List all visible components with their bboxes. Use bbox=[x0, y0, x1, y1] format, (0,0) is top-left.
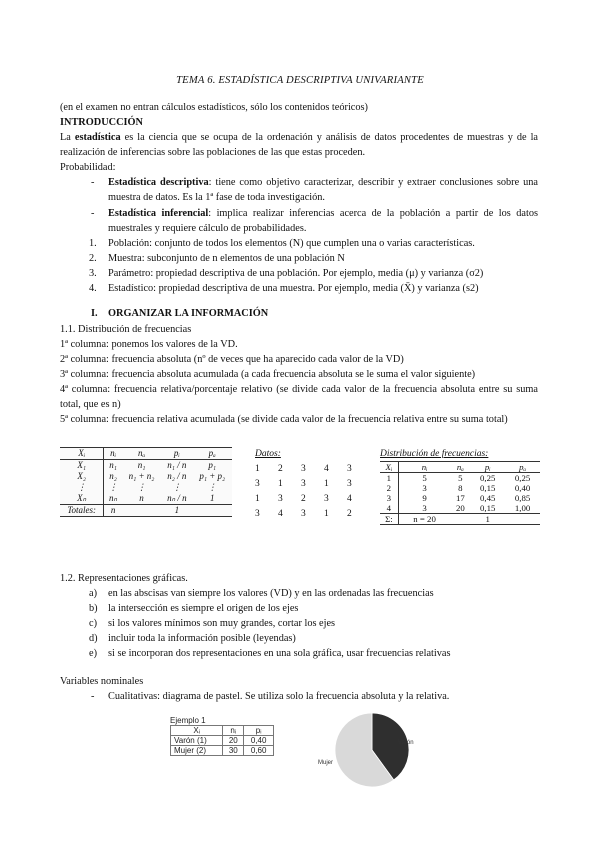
table-row bbox=[60, 471, 232, 482]
table-header-cell: nᵢ bbox=[398, 462, 450, 473]
intro-heading: INTRODUCCIÓN bbox=[60, 117, 143, 128]
table-cell: 3 bbox=[301, 479, 306, 489]
table-cell: 1 bbox=[278, 479, 283, 489]
table-header-cell: Xᵢ bbox=[60, 448, 104, 460]
table-header-cell: Xᵢ bbox=[380, 462, 398, 473]
table-cell: 20 bbox=[223, 736, 244, 746]
table-header-cell: nᵢ bbox=[104, 448, 122, 460]
general-frequency-table bbox=[60, 447, 232, 517]
example-table-block bbox=[170, 716, 274, 756]
table-cell: nₙ / n bbox=[167, 493, 187, 503]
table-cell: 3 bbox=[278, 494, 283, 504]
raw-data-table bbox=[255, 462, 370, 522]
table-cell bbox=[450, 514, 470, 525]
table-cell: 30 bbox=[223, 746, 244, 756]
dash-marker: - bbox=[91, 177, 95, 188]
table-header-cell: nₐ bbox=[122, 448, 161, 460]
table-cell: 9 bbox=[422, 493, 427, 503]
table-row bbox=[171, 736, 274, 746]
inferencial-item: Estadística inferencial: implica realizar inferencias acerca de la población a partir de los datos muestrales y requiere cálculo de probabilidades. bbox=[108, 208, 538, 235]
table-cell: n bbox=[139, 493, 144, 503]
table-row bbox=[380, 483, 540, 493]
parametro-item: Parámetro: propiedad descriptiva de una población. Por ejemplo, media (μ) y varianza (σ2) bbox=[108, 268, 484, 279]
table-row bbox=[255, 477, 370, 492]
dash-marker: - bbox=[91, 208, 95, 219]
dash-marker: - bbox=[91, 691, 95, 702]
table-cell: p₁ + p₂ bbox=[199, 471, 226, 481]
table-cell: X₁ bbox=[60, 460, 104, 472]
table-cell: 3 bbox=[255, 479, 260, 489]
subsection-frecuencias: 1.1. Distribución de frecuencias bbox=[60, 324, 192, 335]
table-cell: 3 bbox=[301, 464, 306, 474]
table-cell: 0,25 bbox=[514, 473, 531, 483]
list-number: 4. bbox=[89, 283, 97, 294]
muestra-item: Muestra: subconjunto de n elementos de una población N bbox=[108, 253, 345, 264]
table-cell: 0,15 bbox=[480, 483, 496, 493]
table-total-row bbox=[380, 514, 540, 525]
section-heading: ORGANIZAR LA INFORMACIÓN bbox=[108, 308, 269, 319]
distribucion-label: Distribución de frecuencias: bbox=[380, 449, 489, 459]
pie-label-mujer: Mujer bbox=[318, 760, 334, 766]
table-cell: p₁ bbox=[208, 460, 217, 470]
rule-item: si se incorporan dos representaciones en una sola gráfica, usar frecuencias relativas bbox=[108, 648, 451, 659]
list-marker: b) bbox=[89, 603, 98, 614]
table-cell: 0,85 bbox=[514, 493, 531, 503]
list-marker: d) bbox=[89, 633, 98, 644]
table-cell: 1 bbox=[255, 464, 260, 474]
list-marker: a) bbox=[89, 588, 97, 599]
list-number: 2. bbox=[89, 253, 97, 264]
table-cell: 8 bbox=[458, 483, 463, 493]
rule-item: la intersección es siempre el origen de los ejes bbox=[108, 603, 299, 614]
table-cell: 1 bbox=[324, 509, 329, 519]
table-cell: n₂ bbox=[109, 471, 117, 481]
table-row bbox=[380, 473, 540, 484]
column-desc: 5ª columna: frecuencia relativa acumulada (se divide cada valor de la frecuencia relativa entre su suma total) bbox=[60, 414, 508, 425]
column-desc: 3ª columna: frecuencia absoluta acumulada (a cada frecuencia absoluta se le suma el valor siguiente) bbox=[60, 369, 476, 380]
table-cell: 0,60 bbox=[244, 746, 274, 756]
table-row bbox=[380, 493, 540, 503]
table-cell: ⋮ bbox=[60, 482, 104, 493]
datos-label: Datos: bbox=[255, 449, 281, 459]
example-table bbox=[170, 725, 274, 756]
subsection-graficas: 1.2. Representaciones gráficas. bbox=[60, 573, 188, 584]
table-header-cell: nᵢ bbox=[223, 726, 244, 736]
table-cell: 4 bbox=[380, 503, 398, 514]
table-cell: 3 bbox=[347, 479, 352, 489]
table-header-cell: nₐ bbox=[450, 462, 470, 473]
list-number: 1. bbox=[89, 238, 97, 249]
table-cell: 3 bbox=[422, 483, 427, 493]
table-cell: Totales: bbox=[60, 505, 104, 517]
table-cell: 4 bbox=[278, 509, 283, 519]
table-cell: 4 bbox=[347, 494, 352, 504]
table-cell: n₁ bbox=[109, 460, 117, 470]
table-row bbox=[380, 503, 540, 514]
table-cell: n = 20 bbox=[398, 514, 450, 525]
table-cell: Xₙ bbox=[60, 493, 104, 505]
descriptiva-item: Estadística descriptiva: tiene como objetivo caracterizar, describir y extraer conclusiones sobre una muestra de datos. Es la 1ª fase de toda investigación. bbox=[108, 177, 538, 204]
table-cell bbox=[505, 514, 540, 525]
table-cell bbox=[192, 505, 232, 517]
table-cell: n₂ / n bbox=[167, 471, 187, 481]
table-cell: nₙ bbox=[109, 493, 118, 503]
table-cell: 1 bbox=[380, 473, 398, 484]
column-desc: 1ª columna: ponemos los valores de la VD. bbox=[60, 339, 238, 350]
list-marker: c) bbox=[89, 618, 97, 629]
table-cell: 3 bbox=[380, 493, 398, 503]
table-cell: 1,00 bbox=[514, 503, 531, 513]
table-cell: 20 bbox=[455, 503, 465, 513]
table-cell: 2 bbox=[380, 483, 398, 493]
pie-label-varon: Varón bbox=[398, 740, 414, 746]
list-number: 3. bbox=[89, 268, 97, 279]
estadistica-term: estadística bbox=[74, 132, 121, 143]
table-cell: 17 bbox=[455, 493, 465, 503]
cualitativas-item: Cualitativas: diagrama de pastel. Se utiliza solo la frecuencia absoluta y la relativa. bbox=[108, 691, 450, 702]
table-header-cell: pₐ bbox=[505, 462, 540, 473]
table-cell: 4 bbox=[324, 464, 329, 474]
table-row bbox=[171, 746, 274, 756]
rule-item: si los valores mínimos son muy grandes, cortar los ejes bbox=[108, 618, 336, 629]
table-header-cell: pᵢ bbox=[470, 462, 505, 473]
page-title: TEMA 6. ESTADÍSTICA DESCRIPTIVA UNIVARIANTE bbox=[176, 75, 424, 86]
table-cell: X₂ bbox=[60, 471, 104, 482]
table-cell: n₁ + n₂ bbox=[128, 471, 155, 481]
table-cell: 2 bbox=[278, 464, 283, 474]
section-number: I. bbox=[91, 308, 98, 319]
table-cell: 2 bbox=[347, 509, 352, 519]
table-cell: 5 bbox=[458, 473, 463, 483]
table-cell: 5 bbox=[422, 473, 427, 483]
table-cell: 3 bbox=[255, 509, 260, 519]
table-cell: 0,15 bbox=[480, 503, 496, 513]
table-header-cell: pₐ bbox=[192, 448, 232, 460]
table-cell: n₁ bbox=[137, 460, 146, 470]
table-cell: 1 bbox=[324, 479, 329, 489]
table-row bbox=[255, 507, 370, 522]
table-cell: 3 bbox=[422, 503, 427, 513]
table-cell: 3 bbox=[301, 509, 306, 519]
distribution-table bbox=[380, 461, 540, 525]
pie-chart bbox=[318, 706, 430, 796]
raw-data-block bbox=[255, 447, 370, 522]
estadistico-item: Estadístico: propiedad descriptiva de una muestra. Por ejemplo, media (X̄) y varianza (s2) bbox=[108, 283, 479, 294]
table-cell: 2 bbox=[301, 494, 306, 504]
table-cell: Varón (1) bbox=[171, 736, 223, 746]
list-marker: e) bbox=[89, 648, 97, 659]
distribution-block bbox=[380, 447, 540, 525]
column-desc: 2ª columna: frecuencia absoluta (nº de veces que ha aparecido cada valor de la VD) bbox=[60, 354, 404, 365]
table-cell bbox=[122, 505, 161, 517]
table-row bbox=[255, 492, 370, 507]
table-total-row bbox=[60, 505, 232, 517]
table-cell: ⋮ bbox=[172, 482, 182, 492]
table-row bbox=[255, 462, 370, 477]
table-cell: 1 bbox=[255, 494, 260, 504]
table-row bbox=[60, 460, 232, 472]
table-cell: 0,45 bbox=[480, 493, 496, 503]
table-cell: ⋮ bbox=[207, 482, 217, 492]
table-cell: ⋮ bbox=[108, 482, 118, 492]
rule-item: incluir toda la información posible (leyendas) bbox=[108, 633, 296, 644]
intro-paragraph: La estadística es la ciencia que se ocupa de la ordenación y análisis de datos procedentes de muestras y de la realización de inferencias sobre las poblaciones de las que estas proceden. bbox=[60, 132, 539, 159]
rule-item: en las abscisas van siempre los valores (VD) y en las ordenadas las frecuencias bbox=[108, 588, 434, 599]
table-cell: Mujer (2) bbox=[171, 746, 223, 756]
probabilidad-label: Probabilidad: bbox=[60, 162, 116, 173]
table-cell: 1 bbox=[470, 514, 505, 525]
table-header-cell: Xᵢ bbox=[171, 726, 223, 736]
nominal-heading: Variables nominales bbox=[60, 676, 144, 687]
table-cell: 0,25 bbox=[480, 473, 496, 483]
table-cell: 1 bbox=[209, 493, 215, 503]
exam-note: (en el examen no entran cálculos estadísticos, sólo los contenidos teóricos) bbox=[60, 102, 368, 113]
table-cell: 0,40 bbox=[244, 736, 274, 746]
table-cell: n bbox=[104, 505, 122, 517]
example-caption: Ejemplo 1 bbox=[170, 716, 206, 725]
table-cell: ⋮ bbox=[137, 482, 146, 492]
table-cell: Σ: bbox=[380, 514, 398, 525]
poblacion-item: Población: conjunto de todos los elementos (N) que cumplen una o varias características. bbox=[108, 238, 475, 249]
table-cell: 3 bbox=[347, 464, 352, 474]
table-cell: 3 bbox=[324, 494, 329, 504]
column-desc: 4ª columna: frecuencia relativa/porcentaje relativo (se divide cada valor de la frecuencia absoluta entre su suma total, que es n) bbox=[60, 384, 538, 411]
table-cell: 0,40 bbox=[514, 483, 531, 493]
table-cell: n₁ / n bbox=[167, 460, 187, 470]
table-cell: 1 bbox=[161, 505, 192, 517]
table-header-cell: pᵢ bbox=[244, 726, 274, 736]
table-row bbox=[60, 493, 232, 505]
table-row bbox=[60, 482, 232, 493]
table-header-cell: pᵢ bbox=[161, 448, 192, 460]
